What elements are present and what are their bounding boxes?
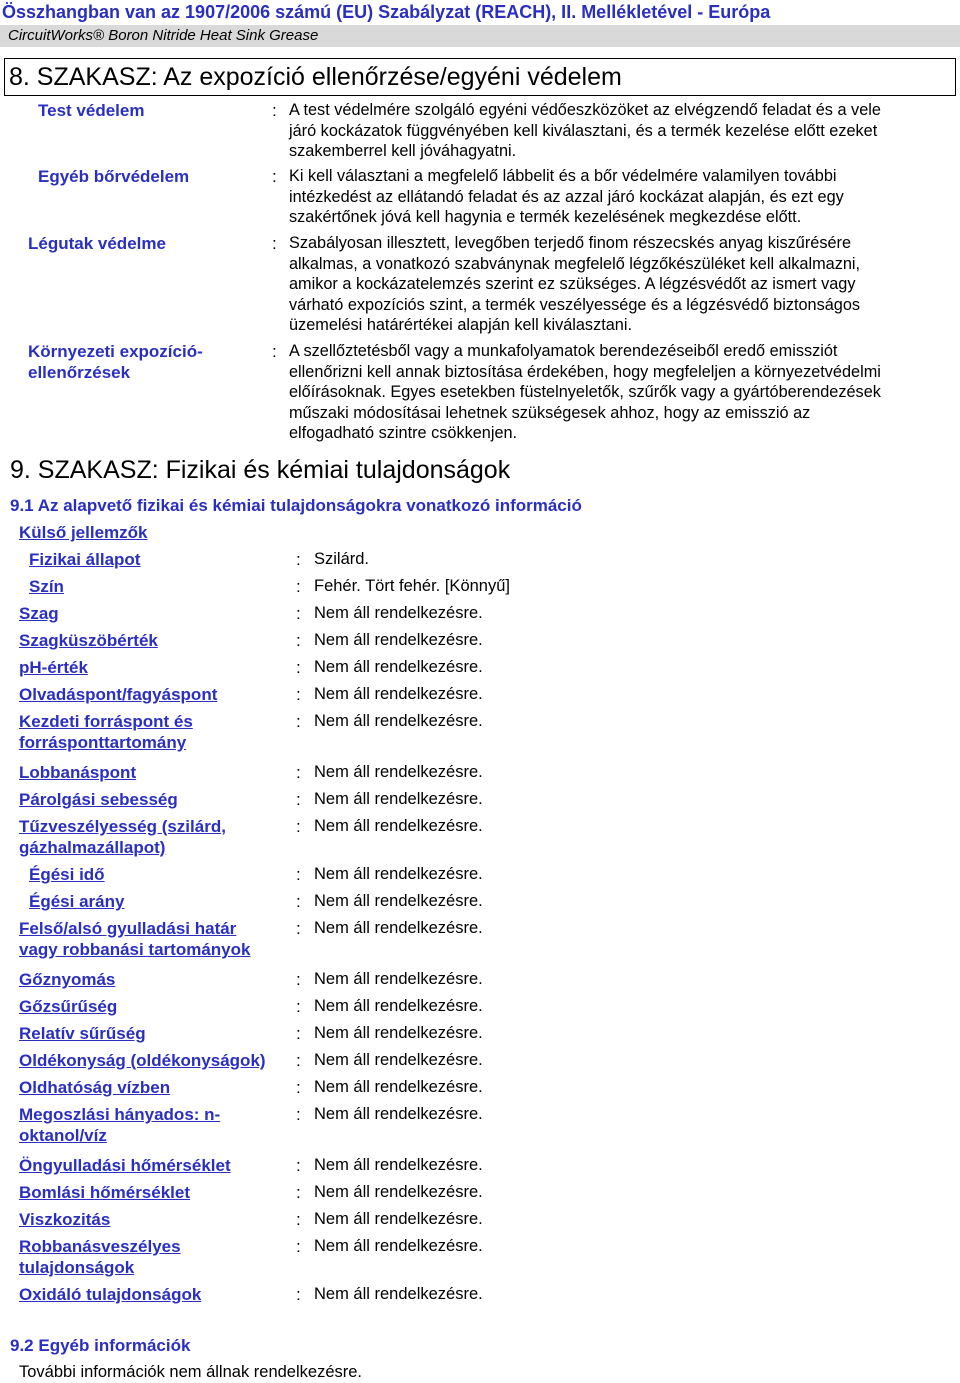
property-value: Nem áll rendelkezésre. xyxy=(314,1024,483,1042)
property-value: Nem áll rendelkezésre. xyxy=(314,1156,483,1174)
property-label: Lobbanáspont xyxy=(19,763,137,782)
colon: : xyxy=(296,712,301,731)
document-header-title: Összhangban van az 1907/2006 számú (EU) Szabályzat (REACH), II. Mellékletével - Európa xyxy=(0,0,960,24)
property-label: Szag xyxy=(19,604,59,623)
property-value: Szilárd. xyxy=(314,550,370,568)
property-value: Nem áll rendelkezésre. xyxy=(314,1078,483,1096)
property-value: Nem áll rendelkezésre. xyxy=(314,763,483,781)
colon: : xyxy=(296,685,301,704)
property-value: Nem áll rendelkezésre. xyxy=(314,658,483,676)
property-label: Gőzsűrűség xyxy=(19,997,118,1016)
property-value: Nem áll rendelkezésre. xyxy=(314,892,483,910)
colon: : xyxy=(296,1210,301,1229)
text-other-skin-protection: Ki kell választani a megfelelő lábbelit és a bőr védelmére valamilyen további intézkedést az ellátandó feladat és az azzal járó kockázat alapján, és ezt egy szakértőnek jóvá kell hagynia e termék kezelésének megkezdése előtt. xyxy=(289,167,844,227)
colon: : xyxy=(296,970,301,989)
property-label: Szín xyxy=(29,577,64,596)
property-value: Nem áll rendelkezésre. xyxy=(314,604,483,622)
property-value: Nem áll rendelkezésre. xyxy=(314,817,483,835)
section-9-title: 9. SZAKASZ: Fizikai és kémiai tulajdonságok xyxy=(10,456,511,484)
property-value: Nem áll rendelkezésre. xyxy=(314,790,483,808)
property-value: Nem áll rendelkezésre. xyxy=(314,685,483,703)
colon: : xyxy=(296,919,301,938)
label-other-skin-protection: Egyéb bőrvédelem xyxy=(38,167,190,186)
colon: : xyxy=(272,342,277,361)
property-label: Fizikai állapot xyxy=(29,550,141,569)
property-label: Oxidáló tulajdonságok xyxy=(19,1285,202,1304)
property-label: Tűzveszélyesség (szilárd, gázhalmazállapot) xyxy=(19,817,226,857)
property-label: Felső/alsó gyulladási határ vagy robbanási tartományok xyxy=(19,919,251,959)
property-label: Robbanásveszélyes tulajdonságok xyxy=(19,1237,181,1277)
section-8-title: 8. SZAKASZ: Az expozíció ellenőrzése/egyéni védelem xyxy=(4,58,956,96)
text-respiratory-protection: Szabályosan illesztett, levegőben terjedő finom részecskés anyag kiszűrésére alkalmas, a vonatkozó szabványnak megfelelő légzőkészüléket kell alkalmazni, amikor a kockázatelemzés szerint ez szükséges. A légzésvédőt az ismert vagy várható expozíciós szint, a termék veszélyessége és a légzésvédő biztonságos üzemelési határértékei alapján kell kiválasztani. xyxy=(289,234,861,335)
colon: : xyxy=(296,790,301,809)
property-value: Nem áll rendelkezésre. xyxy=(314,1237,483,1255)
property-value: Nem áll rendelkezésre. xyxy=(314,919,483,937)
text-body-protection: A test védelmére szolgáló egyéni védőeszközöket az elvégzendő feladat és a vele járó kockázatok függvényében kell kiválasztani, és a termék kezelése előtt ezeket szakemberrel kell jóváhagyatni. xyxy=(289,101,881,161)
colon: : xyxy=(296,865,301,884)
label-body-protection: Test védelem xyxy=(38,101,145,120)
colon: : xyxy=(272,167,277,186)
property-label: Oldhatóság vízben xyxy=(19,1078,171,1097)
colon: : xyxy=(296,1051,301,1070)
property-label: Oldékonyság (oldékonyságok) xyxy=(19,1051,266,1070)
property-value: Nem áll rendelkezésre. xyxy=(314,1210,483,1228)
property-label: Megoszlási hányados: n- oktanol/víz xyxy=(19,1105,221,1145)
colon: : xyxy=(296,1237,301,1256)
property-label: Szagküszöbérték xyxy=(19,631,158,650)
subsection-9-2-title: 9.2 Egyéb információk xyxy=(10,1336,191,1355)
colon: : xyxy=(296,1105,301,1124)
property-label: Párolgási sebesség xyxy=(19,790,178,809)
colon: : xyxy=(296,1024,301,1043)
label-respiratory-protection: Légutak védelme xyxy=(28,234,166,253)
colon: : xyxy=(272,234,277,253)
property-value: Nem áll rendelkezésre. xyxy=(314,1285,483,1303)
property-label: Égési arány xyxy=(29,892,125,911)
colon: : xyxy=(296,1156,301,1175)
property-label: Gőznyomás xyxy=(19,970,116,989)
colon: : xyxy=(296,997,301,1016)
property-label: Relatív sűrűség xyxy=(19,1024,146,1043)
colon: : xyxy=(296,892,301,911)
property-value: Nem áll rendelkezésre. xyxy=(314,631,483,649)
property-label: pH-érték xyxy=(19,658,88,677)
colon: : xyxy=(296,577,301,596)
property-label: Viszkozitás xyxy=(19,1210,111,1229)
property-label: Kezdeti forráspont és forrásponttartomány xyxy=(19,712,193,752)
colon: : xyxy=(272,101,277,120)
subsection-9-1-title: 9.1 Az alapvető fizikai és kémiai tulajdonságokra vonatkozó információ xyxy=(10,496,582,515)
appearance-heading: Külső jellemzők xyxy=(19,523,148,542)
property-value: Nem áll rendelkezésre. xyxy=(314,997,483,1015)
colon: : xyxy=(296,631,301,650)
other-information-text: További információk nem állnak rendelkezésre. xyxy=(19,1363,363,1381)
colon: : xyxy=(296,550,301,569)
colon: : xyxy=(296,604,301,623)
colon: : xyxy=(296,817,301,836)
property-label: Égési idő xyxy=(29,865,105,884)
property-label: Öngyulladási hőmérséklet xyxy=(19,1156,231,1175)
property-value: Nem áll rendelkezésre. xyxy=(314,970,483,988)
colon: : xyxy=(296,658,301,677)
property-value: Nem áll rendelkezésre. xyxy=(314,1183,483,1201)
label-environmental-exposure-controls: Környezeti expozíció- ellenőrzések xyxy=(28,342,203,382)
property-value: Nem áll rendelkezésre. xyxy=(314,1051,483,1069)
colon: : xyxy=(296,1183,301,1202)
property-value: Nem áll rendelkezésre. xyxy=(314,712,483,730)
property-label: Bomlási hőmérséklet xyxy=(19,1183,191,1202)
colon: : xyxy=(296,1078,301,1097)
colon: : xyxy=(296,763,301,782)
property-value: Nem áll rendelkezésre. xyxy=(314,1105,483,1123)
property-value: Fehér. Tört fehér. [Könnyű] xyxy=(314,577,510,595)
product-name: CircuitWorks® Boron Nitride Heat Sink Grease xyxy=(0,25,960,47)
property-label: Olvadáspont/fagyáspont xyxy=(19,685,218,704)
property-value: Nem áll rendelkezésre. xyxy=(314,865,483,883)
colon: : xyxy=(296,1285,301,1304)
text-environmental-exposure-controls: A szellőztetésből vagy a munkafolyamatok berendezéseiből eredő emissziót ellenőrizni kell annak biztosítása érdekében, hogy megfeleljen a környezetvédelmi előírásoknak. Egyes esetekben füstelnyeletők, szűrők vagy a gyártóberendezések műszaki módosításai lehetnek szükségesek ahhoz, hogy az emisszió az elfogadható szintre csökkenjen. xyxy=(289,342,881,443)
